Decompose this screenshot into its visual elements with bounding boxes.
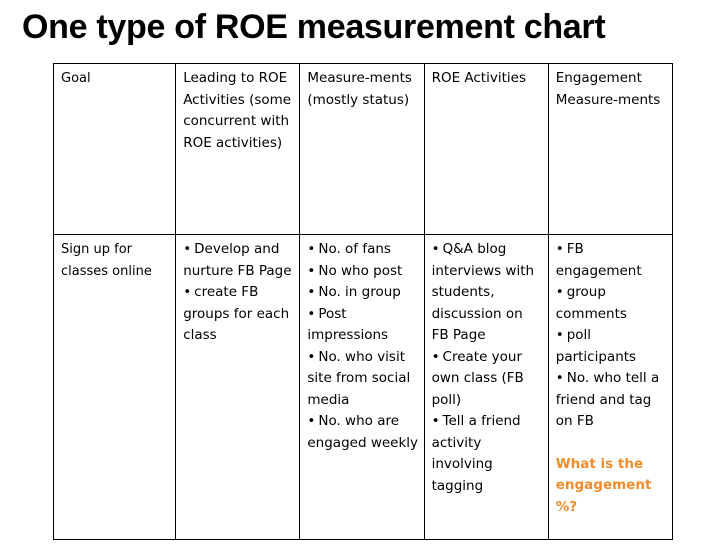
list-item: • Post impressions [307,305,389,343]
list-item: • Develop and nurture FB Page [183,241,292,279]
list-item: • No. who tell a friend and tag on FB [555,370,660,429]
table-header-row [54,64,673,235]
list-item: • Q&A blog interviews with students, discussion on FB Page [431,241,535,343]
list-item: • poll participants [555,327,637,365]
cell-leading-activities [176,235,300,540]
table-row [54,235,673,540]
list-item: • No. of fans [307,241,391,257]
cell-measurements [300,235,424,540]
header-goal: Goal [54,64,176,235]
list-item: • No who post [307,262,403,279]
list-item: • create FB groups for each class [183,284,290,343]
roe-measurement-table [53,63,673,540]
engagement-question: What is the engagement %? [555,455,652,515]
list-item: • No. in group [307,284,401,300]
header-leading-activities: Leading to ROE Activities (some concurrent with ROE activities) [176,64,300,235]
cell-roe-activities [424,235,548,540]
header-roe-activities: ROE Activities [424,64,548,235]
list-item: • group comments [555,284,627,322]
cell-goal: Sign up for classes online [54,235,176,540]
slide-title: One type of ROE measurement chart [22,8,606,46]
list-item: • FB engagement [555,241,642,279]
list-item: • No. who visit site from social media [307,348,411,408]
list-item: • Create your own class (FB poll) [431,348,524,408]
list-item: • No. who are engaged weekly [307,413,419,451]
cell-engagement-measurements [548,235,672,540]
header-measurements: Measure-ments (mostly status) [300,64,424,235]
header-engagement-measurements: Engagement Measure-ments [548,64,672,235]
list-item: • Tell a friend activity involving tagging [431,413,521,494]
